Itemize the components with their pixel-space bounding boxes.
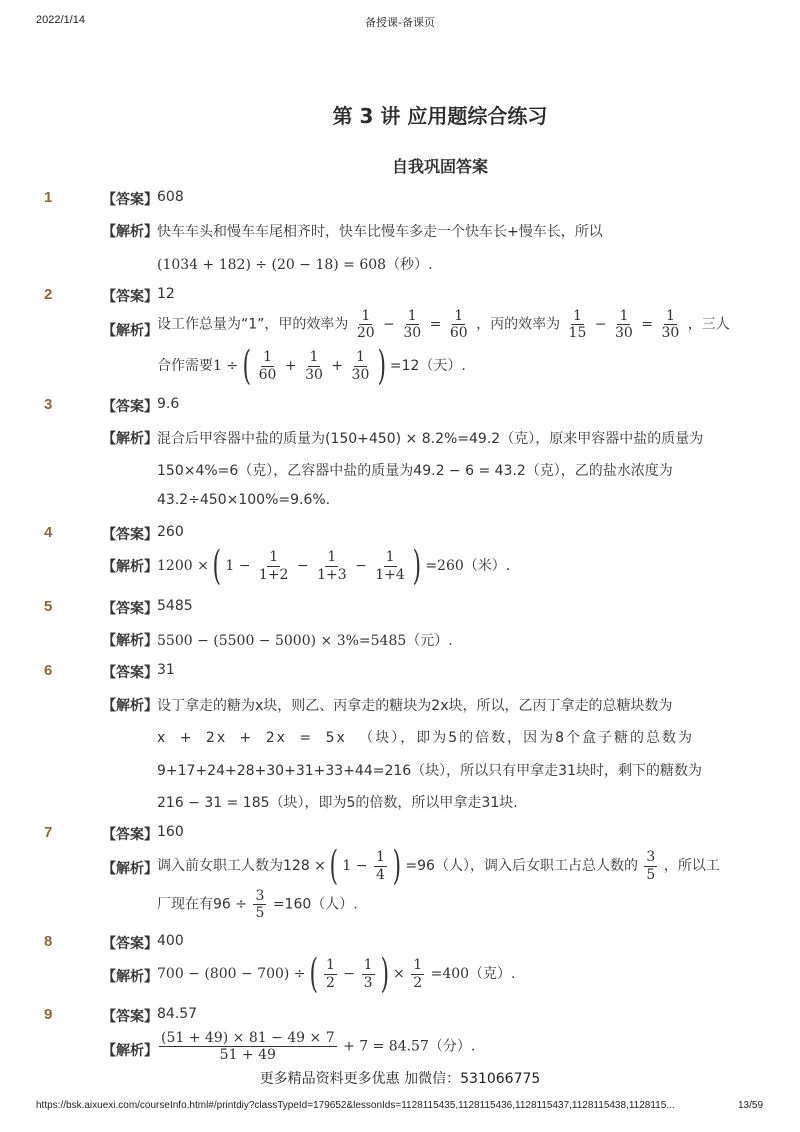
answer-value: 5485 [157, 598, 193, 614]
item-number: 5 [44, 598, 53, 615]
analysis-line: 9+17+24+28+30+31+33+44=216（块），所以只有甲拿走31块时，剩下的糖数为 [157, 763, 702, 779]
analysis-label: 【解析】 [102, 698, 158, 714]
answer-value: 84.57 [157, 1006, 198, 1022]
analysis-label: 【解析】 [102, 559, 158, 575]
print-header-title: 备授课-备课页 [365, 16, 435, 29]
item-number: 3 [44, 396, 53, 413]
answer-label: 【答案】 [102, 1009, 158, 1025]
analysis-line: (1034 + 182) ÷ (20 − 18) = 608（秒）. [157, 257, 433, 273]
analysis-label: 【解析】 [102, 1043, 158, 1059]
answer-label: 【答案】 [102, 192, 158, 208]
analysis-label: 【解析】 [102, 431, 158, 447]
analysis-label: 【解析】 [102, 224, 158, 240]
answer-label: 【答案】 [102, 665, 158, 681]
section-title: 自我巩固答案 [391, 157, 488, 176]
item-number: 9 [44, 1006, 53, 1023]
answer-label: 【答案】 [102, 399, 158, 415]
analysis-line: $\frac{(51 + 49) \times 81 - 49 \times 7}{51 + 49}$ + 7 = 84.57（分）. [161, 1030, 476, 1064]
item-number: 1 [44, 189, 53, 206]
item-number: 2 [44, 286, 53, 303]
item-number: 4 [44, 524, 53, 541]
answer-label: 【答案】 [102, 827, 158, 843]
answer-label: 【答案】 [102, 601, 158, 617]
analysis-line: 700 − (800 − 700) ÷ ( $\frac{1}{2}$ − $\frac{1}{3}$ ) × $\frac{1}{2}$ =400（克）. [157, 951, 516, 997]
item-number: 8 [44, 933, 53, 950]
item-number: 6 [44, 662, 53, 679]
analysis-line: 厂现在有96 ÷ $\frac{3}{5}$ =160（人）. [157, 888, 358, 922]
analysis-line: 150×4%=6（克），乙容器中盐的质量为49.2 − 6 = 43.2（克），乙的盐水浓度为 [157, 463, 673, 479]
page-number: 13/59 [738, 1100, 764, 1111]
answer-value: 400 [157, 933, 184, 949]
analysis-line: x + 2x + 2x = 5x （块），即为5的倍数，因为8个盒子糖的总数为 [157, 730, 695, 746]
analysis-line: 快车车头和慢车车尾相齐时，快车比慢车多走一个快车长+慢车长，所以 [157, 224, 603, 240]
analysis-line: 调入前女职工人数为128 × ( 1 − $\frac{1}{4}$ ) =96（人），调入后女职工占总人数的 $\frac{3}{5}$ ，所以工 [157, 843, 720, 889]
analysis-line: 216 − 31 = 185（块），即为5的倍数，所以甲拿走31块. [157, 795, 518, 811]
print-url: https://bsk.aixuexi.com/courseInfo.html#/printdiy?classTypeId=179652&lessonIds=1128115435,1128115436,1128115437,1128115438,1128115... [36, 1100, 675, 1111]
analysis-line: 43.2÷450×100%=9.6%. [157, 492, 331, 508]
item-number: 7 [44, 824, 53, 841]
analysis-line: 设工作总量为“1”，甲的效率为 $\frac{1}{20}$ − $\frac{1}{30}$ = $\frac{1}{60}$ ，丙的效率为 $\frac{1}{15}$ − $\frac{1}{30}$ = $\frac{1}{30}$ ，三人 [157, 308, 730, 342]
analysis-label: 【解析】 [102, 323, 158, 339]
answer-value: 31 [157, 662, 175, 678]
answer-value: 260 [157, 524, 184, 540]
analysis-line: 1200 × ( 1 − $\frac{1}{1+2}$ − $\frac{1}{1+3}$ − $\frac{1}{1+4}$ ) =260（米）. [157, 543, 511, 589]
analysis-line: 合作需要1 ÷ ( $\frac{1}{60}$ + $\frac{1}{30}$ + $\frac{1}{30}$ ) =12（天）. [157, 343, 466, 389]
analysis-label: 【解析】 [102, 969, 158, 985]
analysis-line: 混合后甲容器中盐的质量为(150+450) × 8.2%=49.2（克），原来甲容器中盐的质量为 [157, 431, 704, 447]
analysis-label: 【解析】 [102, 861, 158, 877]
analysis-label: 【解析】 [102, 633, 158, 649]
analysis-line: 5500 − (5500 − 5000) × 3%=5485（元）. [157, 633, 453, 649]
print-date: 2022/1/14 [36, 14, 85, 26]
answer-value: 9.6 [157, 396, 180, 412]
promo-banner: 更多精品资料更多优惠 加微信：531066775 [0, 1068, 800, 1088]
answer-label: 【答案】 [102, 936, 158, 952]
answer-label: 【答案】 [102, 527, 158, 543]
answer-value: 608 [157, 189, 184, 205]
answer-value: 160 [157, 824, 184, 840]
analysis-line: 设丁拿走的糖为x块，则乙、丙拿走的糖块为2x块，所以，乙丙丁拿走的总糖块数为 [157, 698, 673, 714]
answer-label: 【答案】 [102, 289, 158, 305]
lesson-title: 第 3 讲 应用题综合练习 [332, 104, 548, 128]
answer-value: 12 [157, 286, 175, 302]
